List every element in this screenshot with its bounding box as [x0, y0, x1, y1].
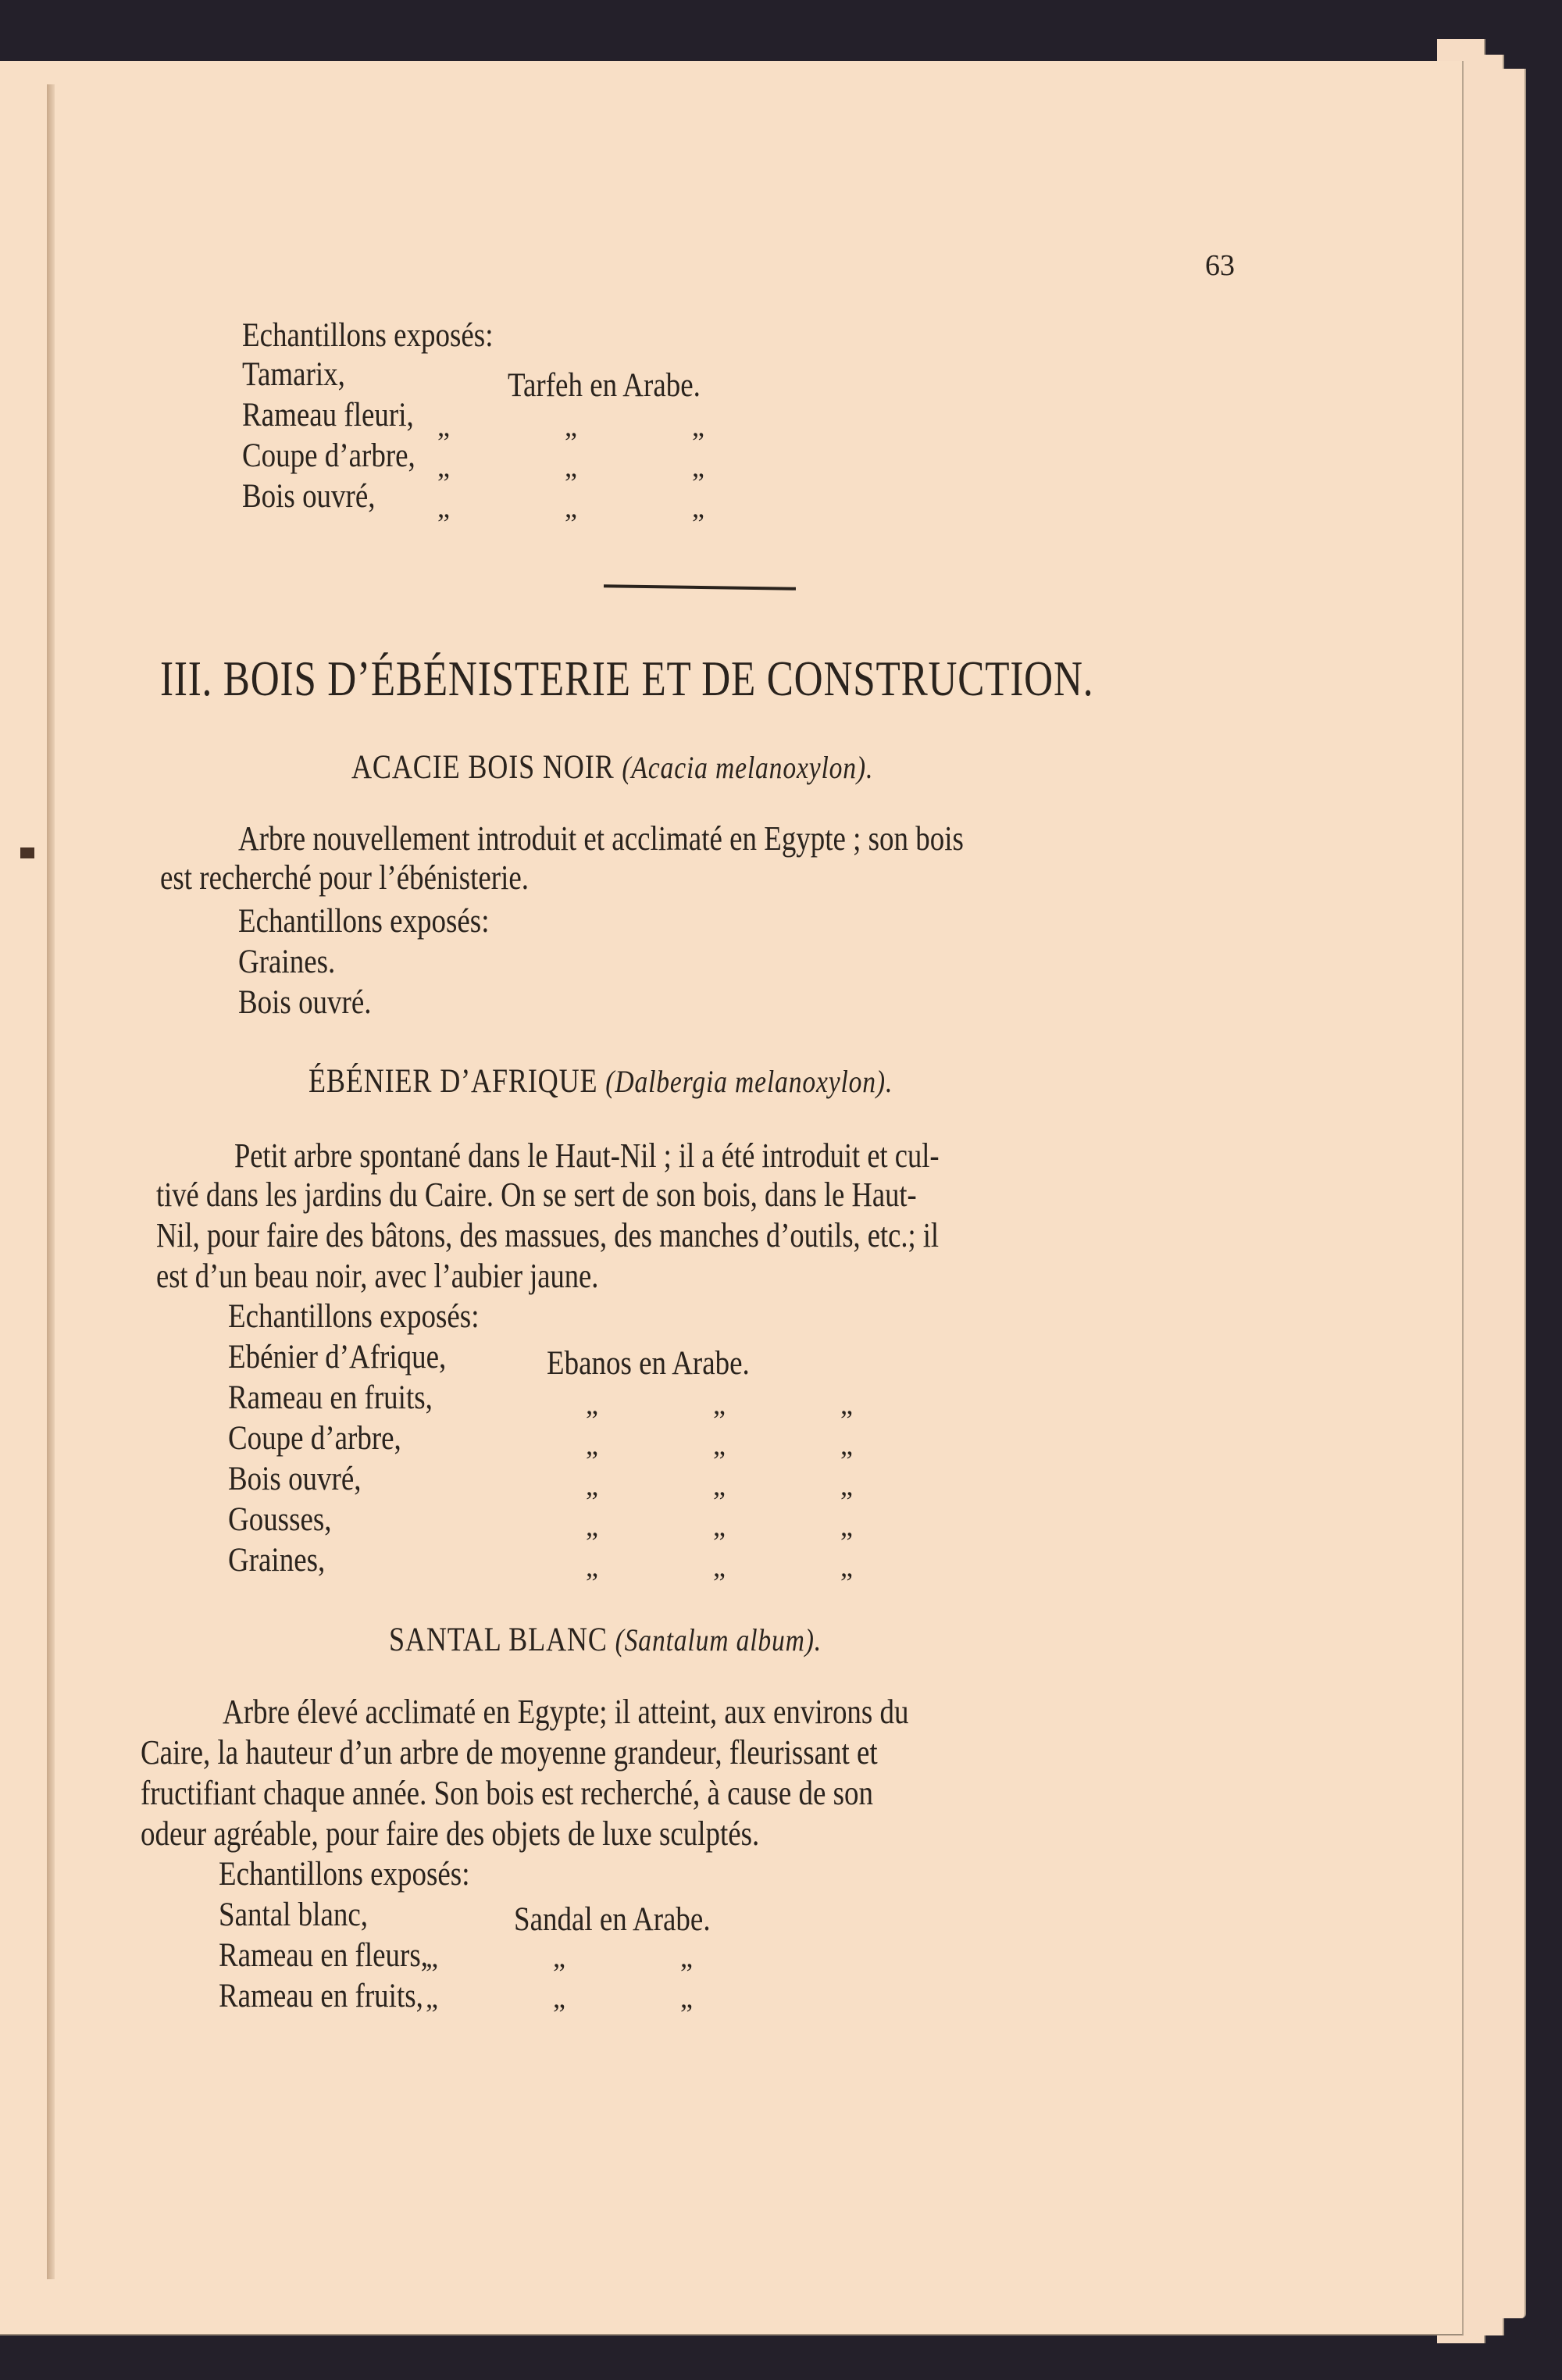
sample-name: Gousses, [228, 1501, 332, 1538]
ditto-marks: ” ” ” [426, 1998, 693, 2029]
paragraph-line: Caire, la hauteur d’un arbre de moyenne grandeur, fleurissant et [141, 1733, 878, 1772]
paragraph-line: Nil, pour faire des bâtons, des massues, des manches d’outils, etc.; il [156, 1216, 940, 1254]
paragraph-line: est recherché pour l’ébénisterie. [160, 858, 530, 897]
entry-latin-name: (Acacia melanoxylon). [622, 750, 874, 785]
ditto-marks: ” ” ” [437, 508, 704, 539]
ditto-marks: ” ” ” [437, 467, 704, 498]
samples-heading: Echantillons exposés: [228, 1298, 480, 1335]
sample-name: Santal blanc, [219, 1897, 369, 1933]
entry-latin-name: (Dalbergia melanoxylon). [605, 1064, 893, 1099]
section-title: III. BOIS D’ÉBÉNISTERIE ET DE CONSTRUCTION. [160, 651, 1094, 706]
gutter-fold [47, 84, 55, 2279]
entry-heading [389, 1621, 822, 1659]
paragraph-line: Arbre nouvellement introduit et acclimaté en Egypte ; son bois [238, 819, 964, 858]
ditto-marks: ” ” ” [426, 1957, 693, 1989]
ditto-marks: ” ” ” [437, 426, 704, 458]
paragraph-line: est d’un beau noir, avec l’aubier jaune. [156, 1257, 599, 1295]
samples-heading: Echantillons exposés: [219, 1856, 470, 1893]
page-number: 63 [1205, 249, 1235, 282]
page-stack-edge [1468, 69, 1526, 2318]
sample-name: Rameau fleuri, [242, 397, 414, 434]
ditto-marks: ” ” ” [586, 1486, 853, 1517]
samples-heading: Echantillons exposés: [238, 903, 490, 940]
sample-name: Coupe d’arbre, [228, 1420, 401, 1457]
sample-name: Tamarix, [242, 356, 345, 393]
sample-name: Bois ouvré. [238, 984, 372, 1021]
sample-arabic: Tarfeh en Arabe. [508, 367, 701, 404]
sample-arabic: Ebanos en Arabe. [547, 1345, 750, 1382]
entry-heading [351, 748, 873, 787]
samples-heading: Echantillons exposés: [242, 317, 494, 354]
ditto-marks: ” ” ” [586, 1404, 853, 1436]
entry-heading [308, 1062, 893, 1101]
paragraph-line: odeur agréable, pour faire des objets de luxe sculptés. [141, 1814, 760, 1853]
entry-common-name: SANTAL BLANC [389, 1622, 608, 1658]
sample-name: Coupe d’arbre, [242, 437, 415, 474]
sample-name: Bois ouvré, [228, 1461, 362, 1497]
sample-name: Graines. [238, 944, 336, 980]
sample-name: Bois ouvré, [242, 478, 376, 515]
sample-name: Rameau en fleurs, [219, 1937, 428, 1974]
entry-latin-name: (Santalum album). [615, 1622, 822, 1657]
paragraph-line: Petit arbre spontané dans le Haut-Nil ; il a été introduit et cul- [234, 1136, 940, 1175]
paragraph-line: fructifiant chaque année. Son bois est recherché, à cause de son [141, 1774, 873, 1812]
ditto-marks: ” ” ” [586, 1567, 853, 1598]
paragraph-line: Arbre élevé acclimaté en Egypte; il atteint, aux environs du [223, 1693, 909, 1731]
sample-name: Graines, [228, 1542, 326, 1579]
sample-arabic: Sandal en Arabe. [514, 1901, 711, 1938]
sample-name: Ebénier d’Afrique, [228, 1339, 447, 1376]
binding-hole [20, 847, 34, 858]
entry-common-name: ACACIE BOIS NOIR [351, 749, 615, 786]
paragraph-line: tivé dans les jardins du Caire. On se sert de son bois, dans le Haut- [156, 1176, 917, 1214]
entry-common-name: ÉBÉNIER D’AFRIQUE [308, 1063, 598, 1100]
ditto-marks: ” ” ” [586, 1445, 853, 1476]
sample-name: Rameau en fruits, [219, 1978, 423, 2014]
sample-name: Rameau en fruits, [228, 1379, 433, 1416]
ditto-marks: ” ” ” [586, 1526, 853, 1558]
